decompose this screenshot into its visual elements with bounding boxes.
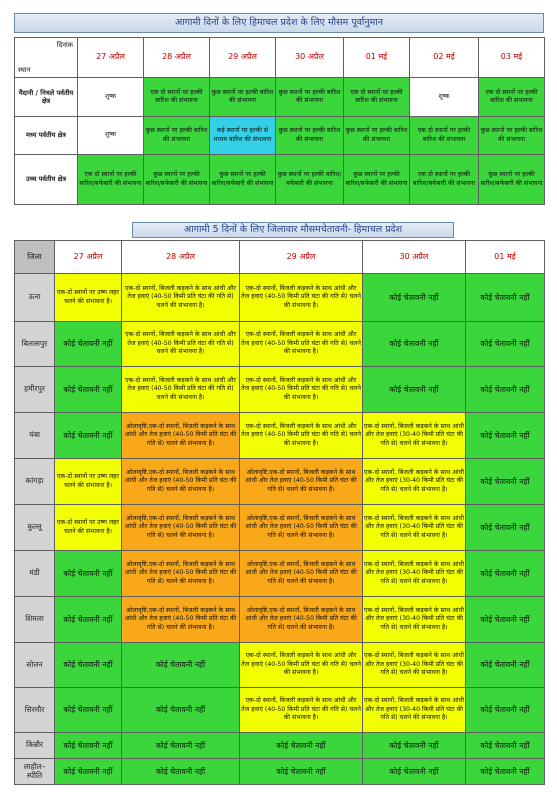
warning-row (15, 688, 545, 733)
forecast-cell: कुछ स्थानों पर हल्की बारिश/बर्फबारी की संभावना (479, 155, 545, 205)
warning-row (15, 759, 545, 785)
corner-place-label: स्थान (18, 65, 31, 74)
warning-cell: कोई चेतावनी नहीं (466, 274, 545, 322)
warning-cell: कोई चेतावनी नहीं (55, 551, 122, 597)
district-column-header: जिला (15, 241, 55, 274)
warning-cell: एक-दो स्थानों, बिजली कड़कने के साथ आंधी और तेज हवाएं (40-50 किमी प्रति घंटा की गति से) चलने की संभावना है। (122, 367, 240, 413)
warning-cell: ओलावृष्टि,एक-दो स्थानों, बिजली कड़कने के साथ आंधी और तेज हवाएं (40-50 किमी प्रति घंटा की गति से) चलने की संभावना है। (240, 597, 363, 643)
warning-cell: कोई चेतावनी नहीं (363, 733, 466, 759)
warning-date-header: 27 अप्रैल (55, 241, 122, 274)
warning-cell: कोई चेतावनी नहीं (240, 759, 363, 785)
corner-date-label: दिनांक (56, 41, 73, 49)
warning-cell: एक-दो स्थानों, बिजली कड़कने के साथ आंधी और तेज हवाएं (30-40 किमी प्रति घंटा की गति से) चलने की संभावना है। (363, 459, 466, 505)
warning-cell: एक-दो स्थानों, बिजली कड़कने के साथ आंधी और तेज हवाएं (40-50 किमी प्रति घंटा की गति से) चलने की संभावना है। (240, 413, 363, 459)
forecast-cell: एक दो स्थानों पर हल्की बारिश की संभावना (344, 78, 410, 117)
warning-cell: कोई चेतावनी नहीं (122, 759, 240, 785)
warning-cell: कोई चेतावनी नहीं (55, 367, 122, 413)
district-name: कांगड़ा (15, 459, 55, 505)
region-label: उच्च पर्वतीय क्षेत्र (15, 155, 78, 205)
district-name: कुल्लू (15, 505, 55, 551)
warning-cell: एक-दो स्थानों, बिजली कड़कने के साथ आंधी और तेज हवाएं (40-50 किमी प्रति घंटा की गति से) चलने की संभावना है। (240, 643, 363, 688)
forecast-cell: शुष्क (78, 78, 144, 117)
warning-row (15, 274, 545, 322)
district-name: किन्नौर (15, 733, 55, 759)
forecast-cell: कुछ स्थानों पर हल्की बारिश/बर्फबारी की संभावना (210, 155, 276, 205)
district-name: बिलासपुर (15, 322, 55, 367)
forecast-cell: कुछ स्थानों पर हल्की बारिश की संभावना (210, 78, 276, 117)
district-name: सिरमौर (15, 688, 55, 733)
warning-cell: कोई चेतावनी नहीं (55, 413, 122, 459)
warning-row (15, 643, 545, 688)
warning-row (15, 597, 545, 643)
forecast-cell: कुछ स्थानों पर हल्की बारिश की संभावना (344, 117, 410, 155)
forecast-cell: एक दो स्थानों पर हल्की बारिश की संभावना (144, 78, 210, 117)
warning-cell: ओलावृष्टि,एक-दो स्थानों, बिजली कड़कने के साथ आंधी और तेज हवाएं (40-50 किमी प्रति घंटा की गति से) चलने की संभावना है। (122, 597, 240, 643)
forecast-cell: कुछ स्थानों पर हल्की बारिश की संभावना (276, 117, 344, 155)
forecast-cell: कुछ स्थानों पर हल्की बारिश की संभावना (144, 117, 210, 155)
warning-cell: एक-दो स्थानों, बिजली कड़कने के साथ आंधी और तेज हवाएं (40-50 किमी प्रति घंटा की गति से) चलने की संभावना है। (122, 322, 240, 367)
warning-cell: कोई चेतावनी नहीं (363, 367, 466, 413)
warning-cell: ओलावृष्टि,एक-दो स्थानों, बिजली कड़कने के साथ आंधी और तेज हवाएं (40-50 किमी प्रति घंटा की गति से) चलने की संभावना है। (240, 459, 363, 505)
forecast-cell: कुछ स्थानों पर हल्की बारिश/बर्फबारी की संभावना (344, 155, 410, 205)
forecast-cell: एक दो स्थानों पर हल्की बारिश/बर्फबारी की संभावना (78, 155, 144, 205)
warning-cell: एक-दो स्थानों, बिजली कड़कने के साथ आंधी और तेज हवाएं (30-40 किमी प्रति घंटा की गति से) चलने की संभावना है। (363, 551, 466, 597)
warning-row (15, 322, 545, 367)
district-name: ऊना (15, 274, 55, 322)
warning-cell: कोई चेतावनी नहीं (363, 322, 466, 367)
warning-cell: कोई चेतावनी नहीं (122, 688, 240, 733)
warning-cell: कोई चेतावनी नहीं (122, 733, 240, 759)
warning-cell: ओलावृष्टि,एक-दो स्थानों, बिजली कड़कने के साथ आंधी और तेज हवाएं (40-50 किमी प्रति घंटा की गति से) चलने की संभावना है। (122, 505, 240, 551)
forecast-date-header: 03 मई (479, 38, 545, 78)
warning-cell: कोई चेतावनी नहीं (240, 733, 363, 759)
warning-cell: कोई चेतावनी नहीं (466, 643, 545, 688)
warning-cell: एक-दो स्थानों, बिजली कड़कने के साथ आंधी और तेज हवाएं (40-50 किमी प्रति घंटा की गति से) चलने की संभावना है। (122, 274, 240, 322)
forecast-cell: शुष्क (78, 117, 144, 155)
warning-cell: कोई चेतावनी नहीं (363, 274, 466, 322)
district-name: सोलन (15, 643, 55, 688)
warning-cell: एक-दो स्थानों, बिजली कड़कने के साथ आंधी और तेज हवाएं (40-50 किमी प्रति घंटा की गति से) चलने की संभावना है। (240, 367, 363, 413)
forecast-title: आगामी दिनों के लिए हिमाचल प्रदेश के लिए मौसम पूर्वानुमान (14, 13, 544, 33)
warning-cell: कोई चेतावनी नहीं (55, 688, 122, 733)
warning-row (15, 733, 545, 759)
warning-cell: एक-दो स्थानों, बिजली कड़कने के साथ आंधी और तेज हवाएं (30-40 किमी प्रति घंटा की गति से) चलने की संभावना है। (363, 505, 466, 551)
warning-cell: कोई चेतावनी नहीं (466, 367, 545, 413)
warning-cell: कोई चेतावनी नहीं (55, 322, 122, 367)
forecast-date-header: 29 अप्रैल (210, 38, 276, 78)
district-name: लाहौल–स्पीति (15, 759, 55, 785)
warning-cell: कोई चेतावनी नहीं (55, 759, 122, 785)
warning-cell: कोई चेतावनी नहीं (466, 413, 545, 459)
forecast-cell: कुछ स्थानों पर हल्की बारिश/बर्फबारी की संभावना (144, 155, 210, 205)
forecast-date-header: 02 मई (410, 38, 479, 78)
forecast-row (15, 117, 545, 155)
warning-date-header: 28 अप्रैल (122, 241, 240, 274)
warning-cell: कोई चेतावनी नहीं (55, 597, 122, 643)
warning-row (15, 551, 545, 597)
forecast-table (14, 37, 545, 205)
warning-row (15, 505, 545, 551)
warning-table (14, 240, 545, 785)
warning-cell: कोई चेतावनी नहीं (466, 322, 545, 367)
forecast-cell: एक दो स्थानों पर हल्की बारिश की संभावना (479, 78, 545, 117)
warning-cell: एक-दो स्थानों, बिजली कड़कने के साथ आंधी और तेज हवाएं (30-40 किमी प्रति घंटा की गति से) चलने की संभावना है। (363, 643, 466, 688)
warning-cell: कोई चेतावनी नहीं (55, 733, 122, 759)
forecast-cell: एक दो स्थानों पर हल्की बारिश/बर्फबारी की संभावना (410, 155, 479, 205)
warning-cell: एक-दो स्थानों, बिजली कड़कने के साथ आंधी और तेज हवाएं (30-40 किमी प्रति घंटा की गति से) चलने की संभावना है। (363, 688, 466, 733)
forecast-cell: कुछ स्थानों पर हल्की बारिश की संभावना (479, 117, 545, 155)
forecast-cell: कई स्थानों पर हल्की से मध्यम बारिश की संभावना (210, 117, 276, 155)
forecast-cell: कुछ स्थानों पर हल्की बारिश/बर्फबारी की संभावना (276, 155, 344, 205)
warning-title: आगामी 5 दिनों के लिए जिलावार मौसमचेतावनी- हिमाचल प्रदेश (132, 222, 454, 238)
forecast-cell: एक दो स्थानों पर हल्की बारिश की संभावना (410, 117, 479, 155)
warning-cell: ओलावृष्टि,एक-दो स्थानों, बिजली कड़कने के साथ आंधी और तेज हवाएं (40-50 किमी प्रति घंटा की गति से) चलने की संभावना है। (240, 505, 363, 551)
warning-cell: एक-दो स्थानों, बिजली कड़कने के साथ आंधी और तेज हवाएं (40-50 किमी प्रति घंटा की गति से) चलने की संभावना है। (240, 274, 363, 322)
warning-cell: ओलावृष्टि,एक-दो स्थानों, बिजली कड़कने के साथ आंधी और तेज हवाएं (40-50 किमी प्रति घंटा की गति से) चलने की संभावना है। (122, 413, 240, 459)
warning-cell: ओलावृष्टि,एक-दो स्थानों, बिजली कड़कने के साथ आंधी और तेज हवाएं (40-50 किमी प्रति घंटा की गति से) चलने की संभावना है। (240, 551, 363, 597)
warning-cell: कोई चेतावनी नहीं (466, 459, 545, 505)
warning-cell: कोई चेतावनी नहीं (122, 643, 240, 688)
forecast-date-header: 28 अप्रैल (144, 38, 210, 78)
warning-cell: एक-दो स्थानों, बिजली कड़कने के साथ आंधी और तेज हवाएं (30-40 किमी प्रति घंटा की गति से) चलने की संभावना है। (363, 413, 466, 459)
forecast-row (15, 78, 545, 117)
warning-cell: कोई चेतावनी नहीं (466, 759, 545, 785)
warning-cell: एक-दो स्थानों, बिजली कड़कने के साथ आंधी और तेज हवाएं (30-40 किमी प्रति घंटा की गति से) चलने की संभावना है। (363, 597, 466, 643)
region-label: मध्य पर्वतीय क्षेत्र (15, 117, 78, 155)
district-name: हमीरपुर (15, 367, 55, 413)
warning-cell: कोई चेतावनी नहीं (466, 597, 545, 643)
warning-cell: कोई चेतावनी नहीं (466, 688, 545, 733)
warning-cell: एक-दो स्थानों पर उष्ण लहर चलने की संभावना है। (55, 505, 122, 551)
warning-cell: एक-दो स्थानों पर उष्ण लहर चलने की संभावना है। (55, 459, 122, 505)
warning-cell: कोई चेतावनी नहीं (466, 505, 545, 551)
warning-cell: कोई चेतावनी नहीं (466, 551, 545, 597)
forecast-date-header: 27 अप्रैल (78, 38, 144, 78)
forecast-row (15, 155, 545, 205)
warning-row (15, 413, 545, 459)
corner-header (15, 38, 78, 78)
district-name: चंबा (15, 413, 55, 459)
warning-cell: कोई चेतावनी नहीं (466, 733, 545, 759)
warning-cell: एक-दो स्थानों, बिजली कड़कने के साथ आंधी और तेज हवाएं (40-50 किमी प्रति घंटा की गति से) चलने की संभावना है। (240, 322, 363, 367)
warning-cell: ओलावृष्टि,एक-दो स्थानों, बिजली कड़कने के साथ आंधी और तेज हवाएं (40-50 किमी प्रति घंटा की गति से) चलने की संभावना है। (122, 459, 240, 505)
forecast-cell: शुष्क (410, 78, 479, 117)
forecast-cell: कुछ स्थानों पर हल्की बारिश की संभावना (276, 78, 344, 117)
warning-cell: एक-दो स्थानों पर उष्ण लहर चलने की संभावना है। (55, 274, 122, 322)
warning-cell: कोई चेतावनी नहीं (55, 643, 122, 688)
forecast-date-header: 30 अप्रैल (276, 38, 344, 78)
warning-row (15, 367, 545, 413)
warning-date-header: 01 मई (466, 241, 545, 274)
warning-cell: एक-दो स्थानों, बिजली कड़कने के साथ आंधी और तेज हवाएं (40-50 किमी प्रति घंटा की गति से) चलने की संभावना है। (240, 688, 363, 733)
warning-row (15, 459, 545, 505)
forecast-date-header: 01 मई (344, 38, 410, 78)
warning-cell: ओलावृष्टि,एक-दो स्थानों, बिजली कड़कने के साथ आंधी और तेज हवाएं (40-50 किमी प्रति घंटा की गति से) चलने की संभावना है। (122, 551, 240, 597)
district-name: शिमला (15, 597, 55, 643)
warning-date-header: 29 अप्रैल (240, 241, 363, 274)
district-name: मंडी (15, 551, 55, 597)
warning-cell: कोई चेतावनी नहीं (363, 759, 466, 785)
region-label: मैदानी / निचले पर्वतीय क्षेत्र (15, 78, 78, 117)
warning-date-header: 30 अप्रैल (363, 241, 466, 274)
